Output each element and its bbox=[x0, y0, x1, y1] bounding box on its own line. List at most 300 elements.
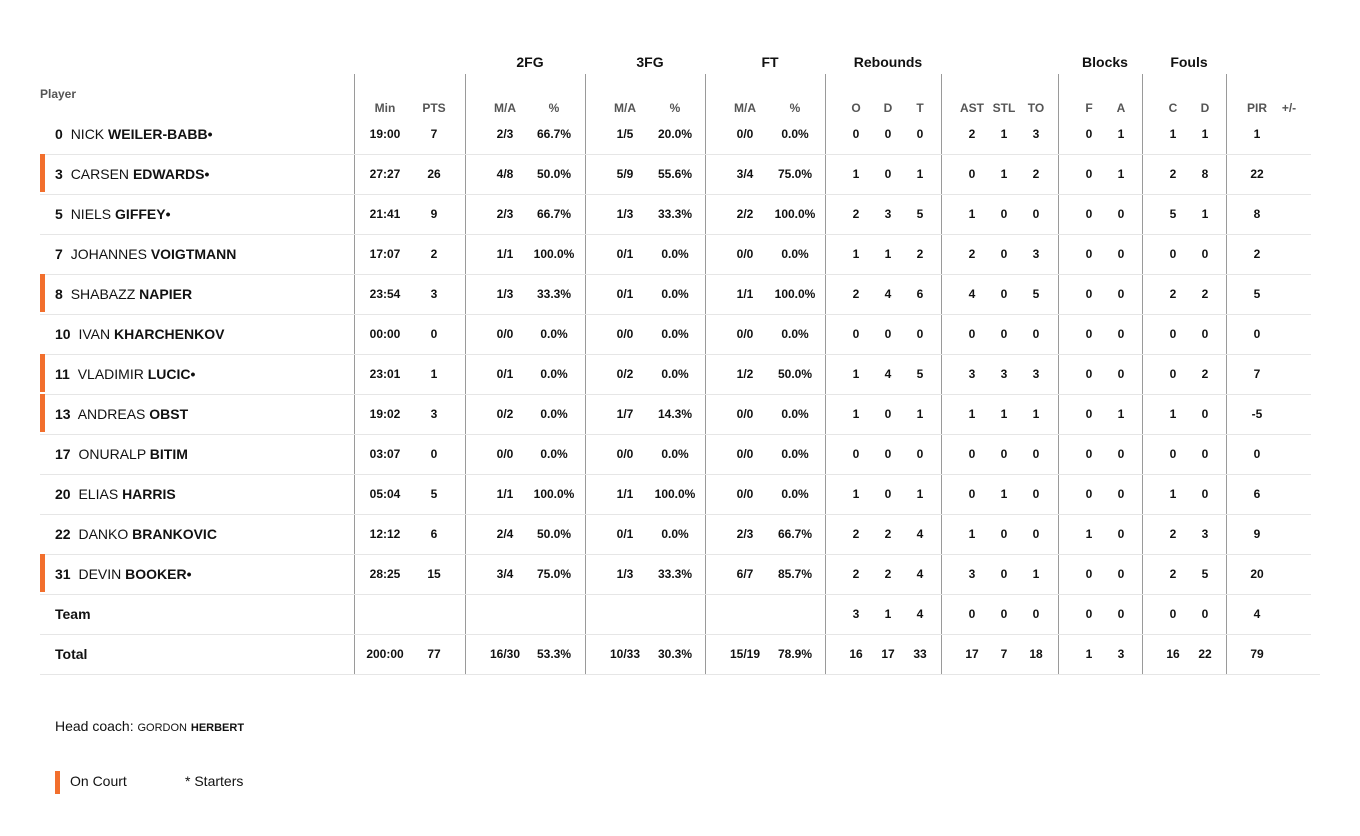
stat-cell: 0/0 bbox=[736, 247, 754, 261]
stat-cell: 3 bbox=[1032, 367, 1040, 381]
stat-cell: 100.0% bbox=[533, 487, 575, 501]
stat-cell: 8 bbox=[1201, 167, 1209, 181]
table-row[interactable] bbox=[40, 394, 1311, 435]
stat-cell: -5 bbox=[1251, 407, 1263, 421]
stat-cell: 0 bbox=[1085, 487, 1093, 501]
stat-cell: 10/33 bbox=[609, 647, 641, 661]
stat-cell: 6 bbox=[916, 287, 924, 301]
group-header-3fg: 3FG bbox=[636, 54, 664, 70]
stat-cell: 0 bbox=[852, 127, 860, 141]
column-header: A bbox=[1116, 101, 1126, 115]
stat-cell: 0 bbox=[1085, 167, 1093, 181]
stat-cell: 7 bbox=[430, 127, 438, 141]
stat-cell: 33 bbox=[913, 647, 927, 661]
column-header: C bbox=[1168, 101, 1178, 115]
stat-cell: 0.0% bbox=[540, 327, 568, 341]
stat-cell: 77 bbox=[427, 647, 441, 661]
stat-cell: 0 bbox=[1117, 247, 1125, 261]
stat-cell: 0 bbox=[1201, 327, 1209, 341]
stat-cell: 50.0% bbox=[777, 367, 813, 381]
stat-cell: 0 bbox=[916, 127, 924, 141]
stat-cell: 0 bbox=[430, 327, 438, 341]
stat-cell: 53.3% bbox=[536, 647, 572, 661]
on-court-marker bbox=[40, 274, 45, 312]
column-header: D bbox=[883, 101, 893, 115]
column-header: Min bbox=[374, 101, 396, 115]
player-first-name: ONURALP bbox=[78, 446, 146, 462]
player-first-name: SHABAZZ bbox=[70, 286, 136, 302]
stat-cell: 1 bbox=[852, 487, 860, 501]
player-first-name: JOHANNES bbox=[70, 246, 147, 262]
stat-cell: 22 bbox=[1198, 647, 1212, 661]
team-row-label: Team bbox=[55, 606, 91, 622]
stat-cell: 0 bbox=[1085, 327, 1093, 341]
team-row bbox=[40, 594, 1311, 635]
stat-cell: 1 bbox=[1000, 407, 1008, 421]
stat-cell: 19:00 bbox=[369, 127, 401, 141]
stat-cell: 0.0% bbox=[661, 287, 689, 301]
column-header: % bbox=[789, 101, 801, 115]
stat-cell: 0 bbox=[1000, 527, 1008, 541]
stat-cell: 0 bbox=[1201, 607, 1209, 621]
stat-cell: 16 bbox=[849, 647, 863, 661]
stat-cell: 0/2 bbox=[496, 407, 514, 421]
player-name[interactable] bbox=[55, 434, 188, 474]
stat-cell: 0.0% bbox=[781, 247, 809, 261]
stat-cell: 1 bbox=[1117, 407, 1125, 421]
stat-cell: 0 bbox=[884, 407, 892, 421]
stat-cell: 1 bbox=[1000, 167, 1008, 181]
stat-cell: 19:02 bbox=[369, 407, 401, 421]
stat-cell: 0.0% bbox=[781, 407, 809, 421]
stat-cell: 2 bbox=[1169, 527, 1177, 541]
stat-cell: 0 bbox=[1032, 487, 1040, 501]
stat-cell: 0 bbox=[968, 487, 976, 501]
stat-cell: 0.0% bbox=[781, 447, 809, 461]
stat-cell: 3 bbox=[1032, 247, 1040, 261]
stat-cell: 2 bbox=[1253, 247, 1261, 261]
stat-cell: 0 bbox=[968, 607, 976, 621]
stat-cell: 05:04 bbox=[369, 487, 401, 501]
stat-cell: 0/0 bbox=[736, 127, 754, 141]
stat-cell: 1 bbox=[852, 167, 860, 181]
player-last-name: BRANKOVIC bbox=[132, 526, 217, 542]
stat-cell: 0 bbox=[852, 327, 860, 341]
player-name[interactable] bbox=[55, 514, 217, 554]
stat-cell: 78.9% bbox=[777, 647, 813, 661]
stat-cell: 5/9 bbox=[616, 167, 634, 181]
player-last-name: EDWARDS bbox=[132, 166, 205, 182]
table-row[interactable] bbox=[40, 194, 1311, 235]
table-row[interactable] bbox=[40, 274, 1311, 315]
stat-cell: 85.7% bbox=[777, 567, 813, 581]
table-row[interactable] bbox=[40, 154, 1311, 195]
on-court-marker bbox=[40, 154, 45, 192]
table-row[interactable] bbox=[40, 354, 1311, 395]
stat-cell: 2/3 bbox=[496, 207, 514, 221]
stat-cell: 3/4 bbox=[496, 567, 514, 581]
player-number: 8 bbox=[55, 286, 63, 302]
stat-cell: 23:01 bbox=[369, 367, 401, 381]
stat-cell: 0 bbox=[1201, 407, 1209, 421]
stat-cell: 0 bbox=[968, 447, 976, 461]
stat-cell: 1 bbox=[1000, 127, 1008, 141]
stat-cell: 2 bbox=[968, 127, 976, 141]
stat-cell: 0.0% bbox=[540, 367, 568, 381]
stat-cell: 2 bbox=[916, 247, 924, 261]
stat-cell: 0/2 bbox=[616, 367, 634, 381]
stat-cell: 0 bbox=[1169, 607, 1177, 621]
stat-cell: 17 bbox=[881, 647, 895, 661]
stat-cell: 14.3% bbox=[657, 407, 693, 421]
table-row[interactable] bbox=[40, 314, 1311, 355]
column-header: AST bbox=[960, 101, 984, 115]
stat-cell: 17 bbox=[965, 647, 979, 661]
stat-cell: 0 bbox=[1032, 327, 1040, 341]
player-name[interactable] bbox=[55, 474, 176, 514]
stat-cell: 1 bbox=[1201, 207, 1209, 221]
stat-cell: 0 bbox=[1085, 447, 1093, 461]
player-first-name: VLADIMIR bbox=[77, 366, 144, 382]
stat-cell: 50.0% bbox=[536, 167, 572, 181]
player-name[interactable] bbox=[55, 354, 195, 394]
player-last-name: HARRIS bbox=[122, 486, 176, 502]
stat-cell: 1/1 bbox=[496, 247, 514, 261]
starter-marker: • bbox=[204, 166, 210, 182]
on-court-legend-label: On Court bbox=[70, 773, 127, 789]
stat-cell: 1 bbox=[916, 407, 924, 421]
stat-cell: 1 bbox=[968, 527, 976, 541]
stat-cell: 0/0 bbox=[736, 447, 754, 461]
player-name[interactable] bbox=[55, 554, 192, 594]
player-name[interactable] bbox=[55, 154, 209, 194]
player-first-name: NIELS bbox=[70, 206, 112, 222]
stat-cell: 2 bbox=[852, 287, 860, 301]
player-last-name: VOIGTMANN bbox=[150, 246, 237, 262]
stat-cell: 0 bbox=[1085, 287, 1093, 301]
stat-cell: 75.0% bbox=[777, 167, 813, 181]
player-first-name: IVAN bbox=[78, 326, 111, 342]
stat-cell: 0.0% bbox=[781, 487, 809, 501]
group-header-fouls: Fouls bbox=[1170, 54, 1208, 70]
stat-cell: 50.0% bbox=[536, 527, 572, 541]
table-row[interactable] bbox=[40, 234, 1311, 275]
player-first-name: NICK bbox=[70, 126, 105, 142]
stat-cell: 33.3% bbox=[657, 207, 693, 221]
stat-cell: 0 bbox=[1085, 247, 1093, 261]
stat-cell: 0 bbox=[1032, 447, 1040, 461]
stat-cell: 3 bbox=[968, 567, 976, 581]
stat-cell: 0 bbox=[1032, 527, 1040, 541]
stat-cell: 0 bbox=[968, 167, 976, 181]
stat-cell: 5 bbox=[430, 487, 438, 501]
stat-cell: 55.6% bbox=[657, 167, 693, 181]
stat-cell: 66.7% bbox=[777, 527, 813, 541]
stat-cell: 1 bbox=[1000, 487, 1008, 501]
table-row[interactable] bbox=[40, 514, 1311, 555]
stat-cell: 22 bbox=[1250, 167, 1264, 181]
stat-cell: 1/1 bbox=[496, 487, 514, 501]
player-name[interactable] bbox=[55, 114, 212, 154]
stat-cell: 12:12 bbox=[369, 527, 401, 541]
stat-cell: 0 bbox=[1169, 247, 1177, 261]
stat-cell: 5 bbox=[1201, 567, 1209, 581]
player-first-name: ELIAS bbox=[78, 486, 119, 502]
stat-cell: 1 bbox=[1253, 127, 1261, 141]
stat-cell: 3/4 bbox=[736, 167, 754, 181]
stat-cell: 1 bbox=[1085, 647, 1093, 661]
group-header-blocks: Blocks bbox=[1082, 54, 1128, 70]
stat-cell: 100.0% bbox=[774, 287, 816, 301]
stat-cell: 4 bbox=[916, 607, 924, 621]
stat-cell: 16/30 bbox=[489, 647, 521, 661]
column-header: F bbox=[1085, 101, 1093, 115]
stat-cell: 6 bbox=[1253, 487, 1261, 501]
stat-cell: 30.3% bbox=[657, 647, 693, 661]
head-coach-last-name: HERBERT bbox=[190, 722, 245, 734]
stat-cell: 0.0% bbox=[661, 247, 689, 261]
stat-cell: 0 bbox=[1201, 487, 1209, 501]
stat-cell: 0 bbox=[884, 327, 892, 341]
table-row[interactable] bbox=[40, 554, 1311, 595]
column-header: D bbox=[1200, 101, 1210, 115]
player-name[interactable] bbox=[55, 394, 188, 434]
stat-cell: 0 bbox=[1085, 127, 1093, 141]
stat-cell: 0.0% bbox=[540, 407, 568, 421]
column-header: T bbox=[916, 101, 924, 115]
stat-cell: 0.0% bbox=[781, 327, 809, 341]
stat-cell: 1/3 bbox=[496, 287, 514, 301]
stat-cell: 0/0 bbox=[496, 327, 514, 341]
stat-cell: 4/8 bbox=[496, 167, 514, 181]
player-last-name: NAPIER bbox=[139, 286, 193, 302]
stat-cell: 23:54 bbox=[369, 287, 401, 301]
player-number: 22 bbox=[55, 526, 71, 542]
stat-cell: 1 bbox=[1032, 567, 1040, 581]
stat-cell: 0 bbox=[1117, 567, 1125, 581]
stat-cell: 5 bbox=[1169, 207, 1177, 221]
stat-cell: 75.0% bbox=[536, 567, 572, 581]
stat-cell: 0 bbox=[1169, 367, 1177, 381]
stat-cell: 0 bbox=[884, 487, 892, 501]
stat-cell: 2 bbox=[1169, 287, 1177, 301]
stat-cell: 1 bbox=[1085, 527, 1093, 541]
stat-cell: 1/7 bbox=[616, 407, 634, 421]
stat-cell: 0 bbox=[1253, 447, 1261, 461]
stat-cell: 0/1 bbox=[616, 527, 634, 541]
starter-marker: • bbox=[165, 206, 171, 222]
on-court-marker bbox=[40, 354, 45, 392]
player-last-name: WEILER-BABB bbox=[108, 126, 208, 142]
stat-cell: 3 bbox=[1000, 367, 1008, 381]
stat-cell: 3 bbox=[884, 207, 892, 221]
stat-cell: 2 bbox=[852, 207, 860, 221]
stat-cell: 6/7 bbox=[736, 567, 754, 581]
stat-cell: 0 bbox=[916, 447, 924, 461]
stat-cell: 1/3 bbox=[616, 207, 634, 221]
stat-cell: 33.3% bbox=[657, 567, 693, 581]
stat-cell: 0 bbox=[1000, 567, 1008, 581]
stat-cell: 8 bbox=[1253, 207, 1261, 221]
stat-cell: 9 bbox=[1253, 527, 1261, 541]
stat-cell: 0 bbox=[1000, 287, 1008, 301]
stat-cell: 0 bbox=[1032, 607, 1040, 621]
stat-cell: 4 bbox=[1253, 607, 1261, 621]
stat-cell: 2 bbox=[1032, 167, 1040, 181]
player-number: 31 bbox=[55, 566, 71, 582]
stat-cell: 0 bbox=[884, 167, 892, 181]
stat-cell: 4 bbox=[884, 367, 892, 381]
head-coach-label: Head coach: bbox=[55, 718, 134, 734]
player-number: 20 bbox=[55, 486, 71, 502]
stat-cell: 1 bbox=[1169, 127, 1177, 141]
stat-cell: 7 bbox=[1000, 647, 1008, 661]
stat-cell: 03:07 bbox=[369, 447, 401, 461]
head-coach-first-name: GORDON bbox=[137, 722, 187, 734]
stat-cell: 0/0 bbox=[496, 447, 514, 461]
stat-cell: 6 bbox=[430, 527, 438, 541]
player-name[interactable] bbox=[55, 274, 192, 314]
stat-cell: 1 bbox=[1117, 127, 1125, 141]
stat-cell: 2 bbox=[852, 567, 860, 581]
on-court-legend-marker bbox=[55, 771, 60, 794]
player-number: 3 bbox=[55, 166, 63, 182]
stat-cell: 0/0 bbox=[736, 327, 754, 341]
stat-cell: 0 bbox=[1117, 207, 1125, 221]
player-first-name: DANKO bbox=[78, 526, 129, 542]
stat-cell: 15 bbox=[427, 567, 441, 581]
stat-cell: 0.0% bbox=[661, 447, 689, 461]
stat-cell: 2 bbox=[1169, 167, 1177, 181]
stat-cell: 2 bbox=[852, 527, 860, 541]
stat-cell: 0 bbox=[1117, 527, 1125, 541]
stat-cell: 200:00 bbox=[366, 647, 404, 661]
stat-cell: 0 bbox=[1000, 247, 1008, 261]
stat-cell: 0.0% bbox=[661, 367, 689, 381]
stat-cell: 0/0 bbox=[736, 407, 754, 421]
group-header-rebounds: Rebounds bbox=[853, 54, 923, 70]
group-header-ft: FT bbox=[761, 54, 779, 70]
stat-cell: 0.0% bbox=[781, 127, 809, 141]
table-row[interactable] bbox=[40, 474, 1311, 515]
stat-cell: 1 bbox=[884, 607, 892, 621]
stat-cell: 1/2 bbox=[736, 367, 754, 381]
column-header: M/A bbox=[734, 101, 756, 115]
stat-cell: 0 bbox=[968, 327, 976, 341]
stat-cell: 0 bbox=[852, 447, 860, 461]
stat-cell: 1/3 bbox=[616, 567, 634, 581]
stat-cell: 1 bbox=[1201, 127, 1209, 141]
stat-cell: 2/3 bbox=[736, 527, 754, 541]
stat-cell: 4 bbox=[916, 567, 924, 581]
stat-cell: 0 bbox=[1000, 447, 1008, 461]
player-last-name: OBST bbox=[149, 406, 189, 422]
stat-cell: 1 bbox=[968, 207, 976, 221]
player-first-name: DEVIN bbox=[78, 566, 122, 582]
stat-cell: 27:27 bbox=[369, 167, 401, 181]
stat-cell: 0 bbox=[1085, 607, 1093, 621]
stat-cell: 18 bbox=[1029, 647, 1043, 661]
stat-cell: 100.0% bbox=[654, 487, 696, 501]
stat-cell: 3 bbox=[1032, 127, 1040, 141]
stat-cell: 0 bbox=[884, 127, 892, 141]
stat-cell: 1 bbox=[852, 247, 860, 261]
table-row[interactable] bbox=[40, 434, 1311, 475]
stat-cell: 100.0% bbox=[774, 207, 816, 221]
group-header-2fg: 2FG bbox=[516, 54, 544, 70]
stat-cell: 2/4 bbox=[496, 527, 514, 541]
stat-cell: 79 bbox=[1250, 647, 1264, 661]
player-last-name: GIFFEY bbox=[115, 206, 166, 222]
stat-cell: 3 bbox=[1201, 527, 1209, 541]
stat-cell: 0 bbox=[1117, 607, 1125, 621]
stat-cell: 1/1 bbox=[616, 487, 634, 501]
stat-cell: 0 bbox=[1085, 207, 1093, 221]
stat-cell: 1 bbox=[916, 487, 924, 501]
stat-cell: 2 bbox=[968, 247, 976, 261]
player-name[interactable] bbox=[55, 314, 224, 354]
column-header: PIR bbox=[1246, 101, 1268, 115]
stat-cell: 0 bbox=[1117, 287, 1125, 301]
stat-cell: 9 bbox=[430, 207, 438, 221]
stat-cell: 0 bbox=[1117, 447, 1125, 461]
stat-cell: 0 bbox=[1032, 207, 1040, 221]
stat-cell: 0 bbox=[916, 327, 924, 341]
player-last-name: BOOKER bbox=[125, 566, 187, 582]
stat-cell: 0 bbox=[1169, 327, 1177, 341]
stat-cell: 4 bbox=[968, 287, 976, 301]
stat-cell: 0 bbox=[1000, 327, 1008, 341]
stat-cell: 0/0 bbox=[616, 447, 634, 461]
stat-cell: 4 bbox=[916, 527, 924, 541]
table-row[interactable] bbox=[40, 114, 1311, 155]
stat-cell: 2/2 bbox=[736, 207, 754, 221]
stat-cell: 5 bbox=[916, 207, 924, 221]
starter-marker: • bbox=[207, 126, 213, 142]
stat-cell: 1 bbox=[968, 407, 976, 421]
stat-cell: 0 bbox=[1085, 567, 1093, 581]
stat-cell: 00:00 bbox=[369, 327, 401, 341]
stat-cell: 1 bbox=[430, 367, 438, 381]
on-court-marker bbox=[40, 394, 45, 432]
stat-cell: 66.7% bbox=[536, 207, 572, 221]
on-court-marker bbox=[40, 554, 45, 592]
stat-cell: 1 bbox=[884, 247, 892, 261]
player-name[interactable] bbox=[55, 194, 171, 234]
stat-cell: 0.0% bbox=[540, 447, 568, 461]
player-last-name: BITIM bbox=[149, 446, 188, 462]
stat-cell: 0 bbox=[1117, 327, 1125, 341]
stat-cell: 28:25 bbox=[369, 567, 401, 581]
stat-cell: 0 bbox=[1201, 447, 1209, 461]
player-name[interactable] bbox=[55, 234, 236, 274]
stat-cell: 4 bbox=[884, 287, 892, 301]
player-first-name: CARSEN bbox=[70, 166, 130, 182]
stat-cell: 1 bbox=[1169, 407, 1177, 421]
stat-cell: 0 bbox=[1201, 247, 1209, 261]
player-last-name: LUCIC bbox=[147, 366, 191, 382]
player-number: 11 bbox=[55, 366, 70, 382]
stat-cell: 2 bbox=[884, 527, 892, 541]
stat-cell: 3 bbox=[430, 407, 438, 421]
player-number: 7 bbox=[55, 246, 63, 262]
stat-cell: 0 bbox=[1000, 207, 1008, 221]
stat-cell: 1/5 bbox=[616, 127, 634, 141]
player-number: 13 bbox=[55, 406, 71, 422]
player-number: 0 bbox=[55, 126, 63, 142]
stat-cell: 33.3% bbox=[536, 287, 572, 301]
stat-cell: 21:41 bbox=[369, 207, 401, 221]
